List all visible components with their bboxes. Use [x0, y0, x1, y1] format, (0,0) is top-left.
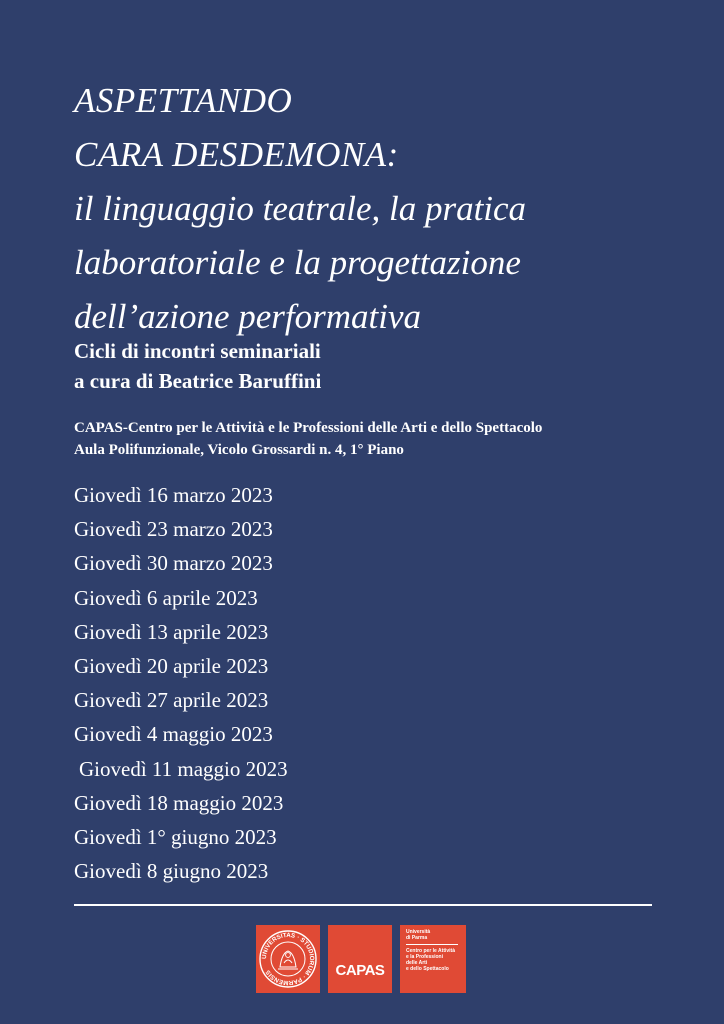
date-item: Giovedì 18 maggio 2023	[74, 790, 284, 815]
unipr-dept-line: e la Professioni	[406, 954, 443, 960]
subtitle-line: Cicli di incontri seminariali	[74, 339, 321, 363]
date-item: Giovedì 6 aprile 2023	[74, 585, 258, 610]
date-list	[74, 478, 288, 888]
seal-text: UNIVERSITAS · STUDIORUM · PARMENSIS	[260, 931, 316, 987]
venue-line: Aula Polifunzionale, Vicolo Grossardi n. 4, 1° Piano	[74, 442, 404, 458]
unipr-name-line: Università	[406, 929, 431, 935]
title-line: il linguaggio teatrale, la pratica	[74, 189, 527, 228]
university-seal-logo	[256, 925, 320, 993]
title-block	[74, 74, 694, 344]
unipr-dept-line: e dello Spettacolo	[406, 966, 449, 972]
date-item: Giovedì 16 marzo 2023	[74, 483, 273, 507]
unipr-dept-line: delle Arti	[406, 960, 428, 966]
date-item: Giovedì 4 maggio 2023	[74, 722, 273, 747]
venue-block	[74, 417, 542, 461]
date-item: Giovedì 11 maggio 2023	[79, 756, 288, 781]
date-item: Giovedì 30 marzo 2023	[74, 551, 273, 576]
date-item: Giovedì 8 giugno 2023	[74, 859, 269, 884]
title-line: CARA DESDEMONA:	[74, 135, 399, 174]
title-line: ASPETTANDO	[74, 81, 293, 120]
subtitle-line: a cura di Beatrice Baruffini	[74, 369, 322, 393]
svg-text:UNIVERSITAS · STUDIORUM · PARM	[261, 932, 315, 986]
divider	[74, 904, 652, 906]
unipr-dept-line: Centro per le Attività	[406, 948, 455, 954]
date-item: Giovedì 20 aprile 2023	[74, 654, 269, 679]
date-item: Giovedì 23 marzo 2023	[74, 517, 273, 542]
title-line: dell’azione performativa	[74, 297, 422, 336]
unipr-separator	[406, 944, 458, 945]
capas-label: CAPAS	[335, 962, 385, 979]
title-line: laboratoriale e la progettazione	[74, 243, 521, 282]
subtitle-block	[74, 336, 321, 396]
venue-line: CAPAS-Centro per le Attività e le Professioni delle Arti e dello Spettacolo	[74, 420, 543, 436]
unipr-name-line: di Parma	[406, 935, 428, 941]
capas-logo	[328, 925, 392, 993]
date-item: Giovedì 13 aprile 2023	[74, 619, 269, 644]
date-item: Giovedì 27 aprile 2023	[74, 688, 269, 713]
unipr-logo	[400, 925, 466, 993]
logo-row	[256, 925, 466, 993]
seal-icon	[258, 929, 318, 989]
date-item: Giovedì 1° giugno 2023	[74, 825, 277, 850]
